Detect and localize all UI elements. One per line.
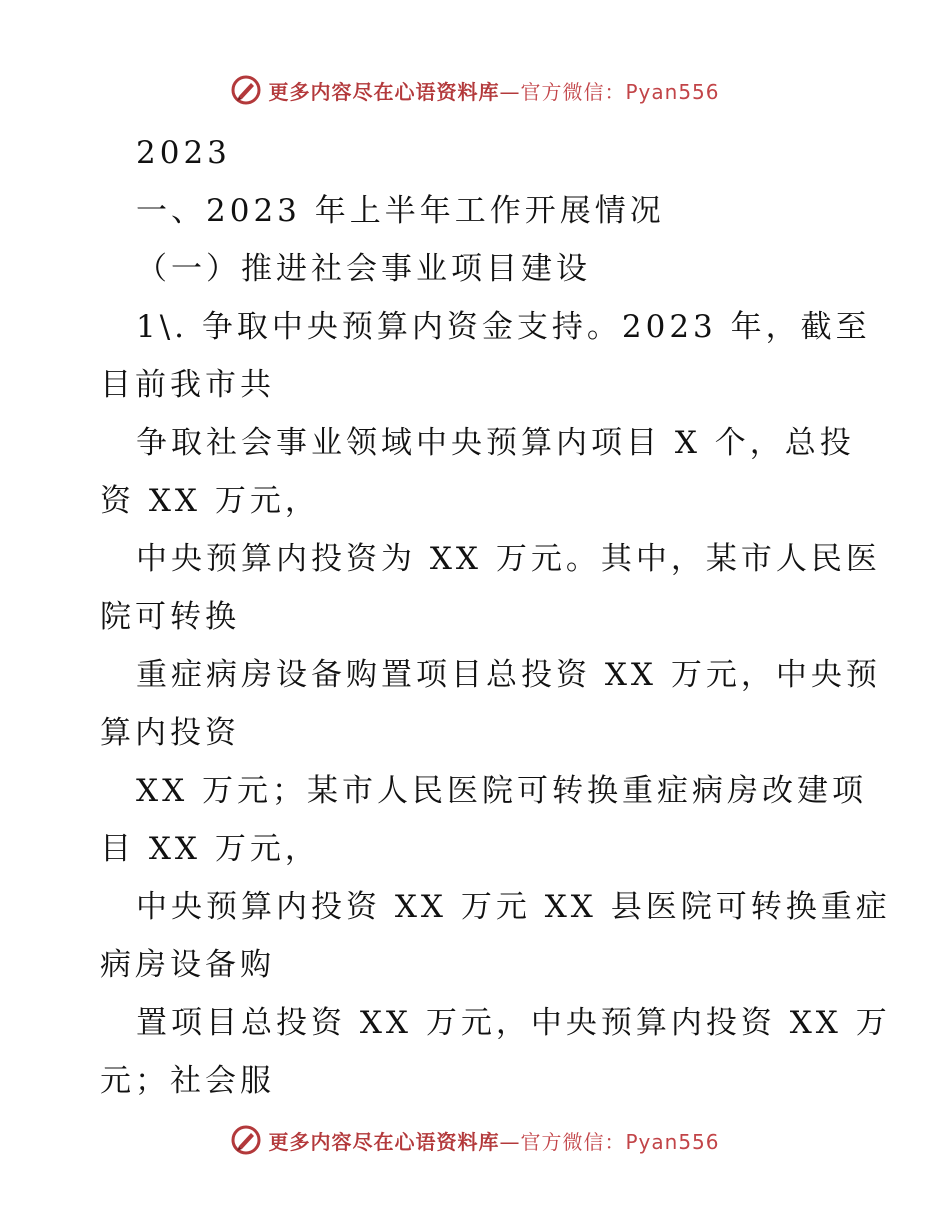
banner-wechat-id: Pyan556 (625, 1129, 720, 1154)
pen-logo-icon (230, 1124, 262, 1156)
doc-line: 算内投资 (100, 715, 240, 751)
banner-wechat-label: 官方微信： (520, 79, 626, 104)
banner-text (268, 76, 719, 105)
section-heading: 一、2023 年上半年工作开展情况 (136, 193, 665, 229)
header-banner (0, 70, 950, 110)
doc-line: 置项目总投资 XX 万元，中央预算内投资 XX 万 (136, 1005, 891, 1041)
banner-title: 更多内容尽在心语资料库 (268, 1129, 500, 1154)
banner-wechat-id: Pyan556 (625, 79, 720, 104)
doc-line: 目前我市共 (100, 367, 275, 403)
document-body (100, 124, 891, 1110)
doc-line: 中央预算内投资为 XX 万元。其中，某市人民医 (136, 541, 881, 577)
doc-line: 中央预算内投资 XX 万元 XX 县医院可转换重症 (136, 889, 891, 925)
banner-dash: — (499, 79, 521, 104)
doc-line: 资 XX 万元， (100, 483, 320, 519)
doc-line: 争取社会事业领域中央预算内项目 X 个，总投 (136, 425, 855, 461)
subsection-heading: （一）推进社会事业项目建设 (136, 251, 591, 287)
banner-title: 更多内容尽在心语资料库 (268, 79, 500, 104)
doc-line: 病房设备购 (100, 947, 275, 983)
banner-dash: — (499, 1129, 521, 1154)
banner-wechat-label: 官方微信： (520, 1129, 626, 1154)
doc-line: 2023 (136, 135, 231, 171)
doc-line: 重症病房设备购置项目总投资 XX 万元，中央预 (136, 657, 881, 693)
doc-line: 元；社会服 (100, 1063, 275, 1099)
pen-logo-icon (230, 74, 262, 106)
banner-text (268, 1126, 719, 1155)
footer-banner (0, 1120, 950, 1160)
doc-line: 目 XX 万元， (100, 831, 320, 867)
doc-line: XX 万元；某市人民医院可转换重症病房改建项 (136, 773, 867, 809)
doc-line: 1\. 争取中央预算内资金支持。2023 年，截至 (136, 309, 871, 345)
doc-line: 院可转换 (100, 599, 240, 635)
